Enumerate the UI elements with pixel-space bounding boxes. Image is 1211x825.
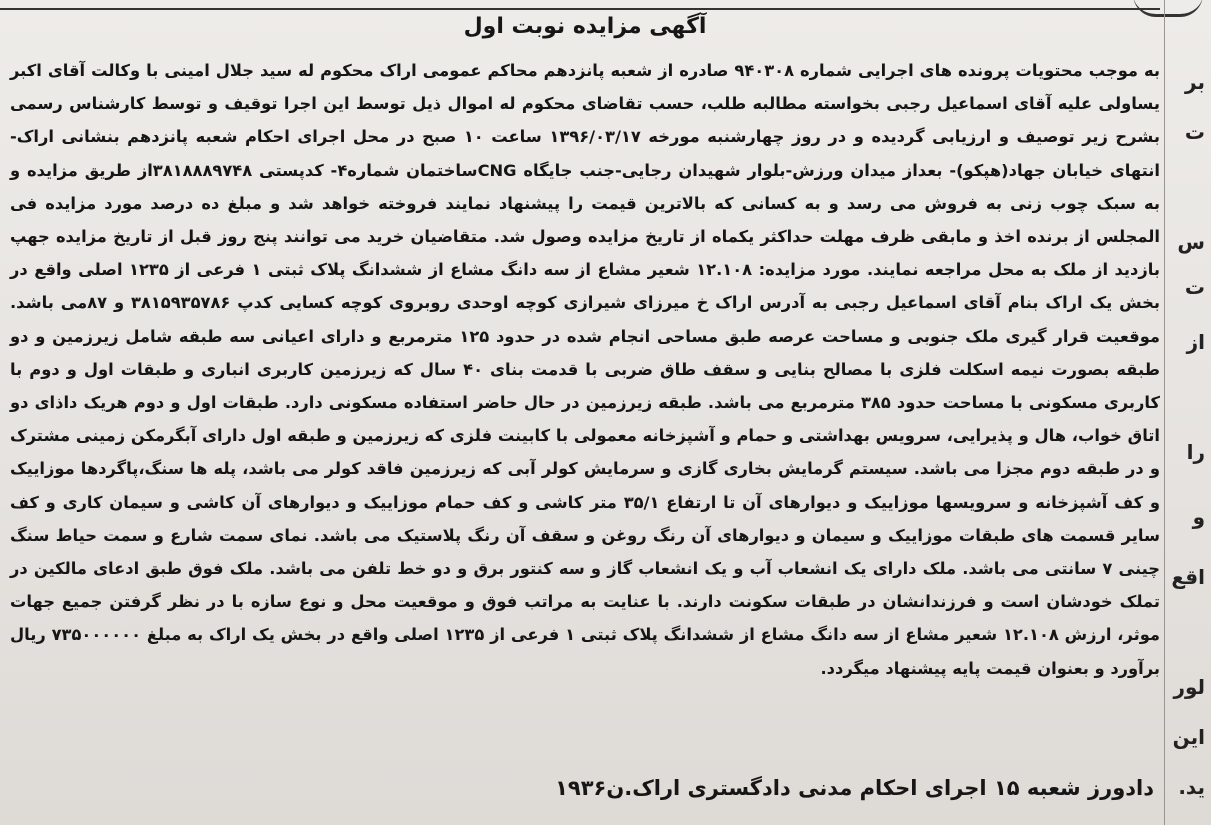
auction-notice xyxy=(6,8,1164,820)
adjacent-column-fragment xyxy=(1166,40,1211,820)
margin-fragment: را xyxy=(1186,440,1205,464)
margin-fragment: لور xyxy=(1173,675,1205,699)
margin-fragment: ید. xyxy=(1178,775,1205,799)
margin-fragment: و xyxy=(1192,505,1205,529)
margin-fragment: اقع xyxy=(1171,565,1205,589)
margin-fragment: ت xyxy=(1184,275,1205,299)
margin-fragment: س xyxy=(1177,230,1205,254)
margin-fragment: ت xyxy=(1184,120,1205,144)
notice-title: آگهی مزایده نوبت اول xyxy=(463,14,707,39)
notice-body: به موجب محتویات پرونده های اجرایی شماره ۹۴۰۳۰۸ صادره از شعبه پانزدهم محاکم عمومی اراک محکوم له سید جلال امینی با وکالت آقای اکبر یساولی علیه آقای اسماعیل رجبی بخواسته مطالبه طلب، حسب تقاضای محکوم له اموال ذیل توسط این اجرا توقیف و توسط کارشناس رسمی بشرح زیر توصیف و ارزیابی گردیده و در روز چهارشنبه مورخه ۱۳۹۶/۰۳/۱۷ ساعت ۱۰ صبح در محل اجرای احکام شعبه پانزدهم بنشانی اراک-انتهای خیابان جهاد(هپکو)- بعداز میدان ورزش-بلوار شهیدان رجایی-جنب جایگاه CNGساختمان شماره۴- کدپستی ۳۸۱۸۸۸۹۷۴۸از طریق مزایده و به سبک چوب زنی به فروش می رسد و به کسانی که بالاترین قیمت را پیشنهاد نمایند فروخته خواهد شد و مبلغ ده درصد مورد مزایده فی المجلس از برنده اخذ و مابقی ظرف مهلت حداکثر یکماه از تاریخ مزایده وصول شد. متقاضیان خرید می توانند پنج روز قبل از تاریخ مزایده جهپ بازدید از ملک به محل مراجعه نمایند. مورد مزایده: ۱۲.۱۰۸ شعیر مشاع از سه دانگ مشاع از ششدانگ پلاک ثبتی ۱ فرعی از ۱۲۳۵ اصلی واقع در بخش یک اراک بنام آقای اسماعیل رجبی به آدرس اراک خ میرزای شیرازی کوچه اوحدی روبروی کوچه کسایی کدپ ۳۸۱۵۹۳۵۷۸۶ و ۸۷می باشد. موقعیت قرار گیری ملک جنوبی و مساحت عرصه طبق مساحی انجام شده در حدود ۱۲۵ مترمربع و دارای اعیانی سه طبقه شامل زیرزمین و دو طبقه بصورت نیمه اسکلت فلزی با مصالح بنایی و سقف طاق ضربی با قدمت بنای ۴۰ سال که زیرزمین کاربری انباری و طبقات اول و دوم با کاربری مسکونی با مساحت حدود ۳۸۵ مترمربع می باشد. طبقه زیرزمین در حال حاضر استفاده مسکونی دارد. طبقات اول و دوم هریک داذای دو اتاق خواب، هال و پذیرایی، سرویس بهداشتی و حمام و آشپزخانه معمولی با کابینت فلزی که زیرزمین و طبقه اول دارای آبگرمکن زمینی مشترک و در طبقه دوم مجزا می باشد. سیستم گرمایش بخاری گازی و سرمایش کولر آبی که زیرزمین فاقد کولر می باشد، پله ها سنگ،پاگردها موزاییک و کف آشپزخانه و سرویسها موزاییک و دیوارهای آن تا ارتفاع ۳۵/۱ متر کاشی و کف حمام موزاییک و دیوارهای آن کاشی و سیمان کاری و کف سایر قسمت های طبقات موزاییک و سیمان و دیوارهای آن رنگ روغن و سقف آن رنگ پلاستیک می باشد. نمای سمت شارع و سمت حیاط سنگ چینی ۷ سانتی می باشد. ملک دارای یک انشعاب آب و یک انشعاب گاز و سه کنتور برق و دو خط تلفن می باشد. ملک فوق طبق ادعای مالکین در تملک خودشان است و فرزندانشان در طبقات سکونت دارند. با عنایت به مراتب فوق و موقعیت محل و نوع سازه با در نظر گرفتن جمیع جهات موثر، ارزش ۱۲.۱۰۸ شعیر مشاع از سه دانگ مشاع از ششدانگ پلاک ثبتی ۱ فرعی از ۱۲۳۵ اصلی واقع در بخش یک اراک به مبلغ ۷۳۵۰۰۰۰۰۰ ریال برآورد و بعنوان قیمت پایه پیشنهاد میگردد. xyxy=(10,61,1161,678)
notice-signature: دادورز شعبه ۱۵ اجرای احکام مدنی دادگستری اراک.ن۱۹۳۶ xyxy=(555,776,1154,800)
margin-fragment: بر xyxy=(1185,70,1205,94)
margin-fragment: از xyxy=(1186,330,1205,354)
margin-fragment: این xyxy=(1172,725,1205,749)
column-divider xyxy=(1164,0,1165,825)
